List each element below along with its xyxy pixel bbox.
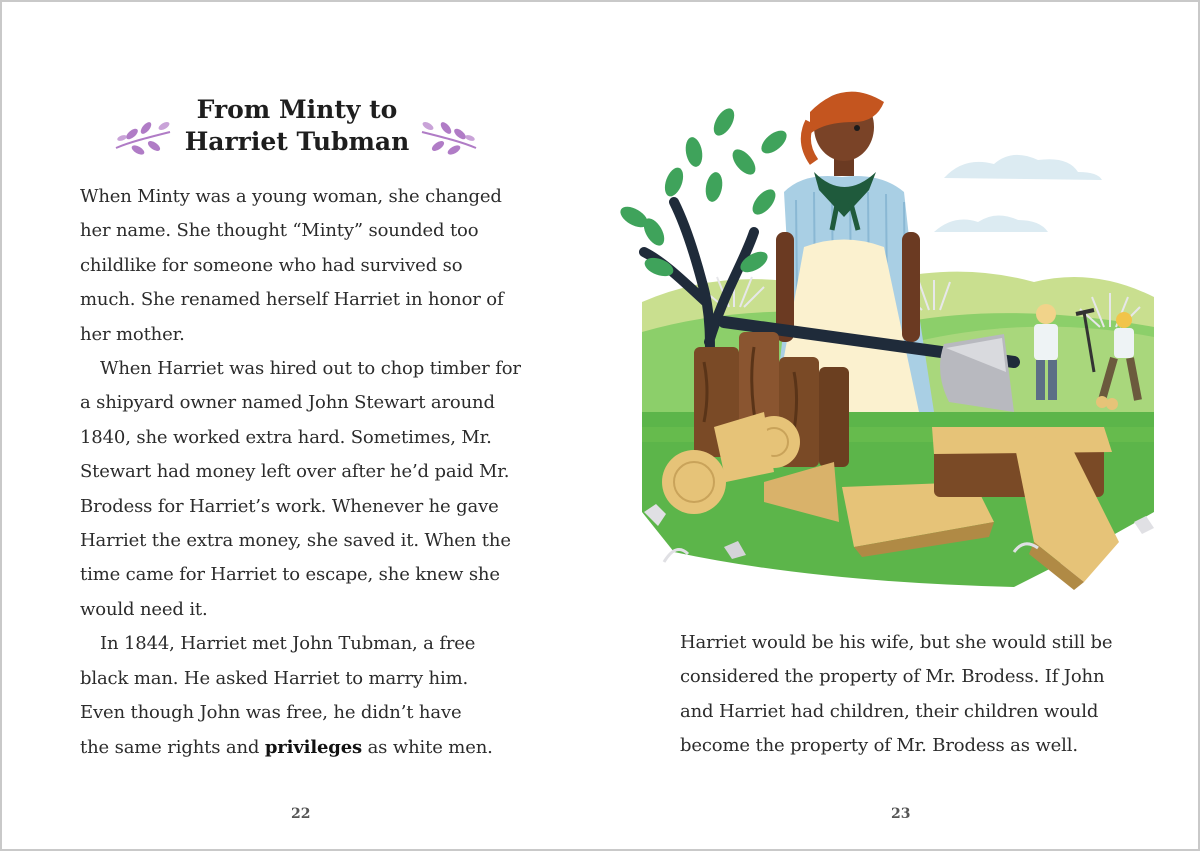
body-line: Brodess for Harriet’s work. Whenever he gave [80,495,499,517]
body-line: childlike for someone who had survived so [80,254,463,276]
body-text: the same rights and [80,736,265,758]
page-number-right: 23 [891,806,911,822]
right-page-body [680,626,1140,764]
body-line: black man. He asked Harriet to marry him. [80,667,469,689]
harriet-chopping-timber-illustration [614,82,1174,592]
body-line: Harriet would be his wife, but she would still be [680,632,1113,653]
body-line: a shipyard owner named John Stewart around [80,392,495,414]
body-line: When Harriet was hired out to chop timber for [100,358,521,380]
body-line: In 1844, Harriet met John Tubman, a free [100,633,476,655]
body-line: 1840, she worked extra hard. Sometimes, Mr. [80,426,492,448]
body-line: would need it. [80,598,208,620]
glossary-keyword: privileges [264,736,363,758]
body-line: her mother. [80,323,185,345]
body-line: When Minty was a young woman, she changed [80,186,502,207]
body-line: become the property of Mr. Brodess as well. [680,735,1078,757]
page-number-left: 22 [291,806,311,822]
body-line: her name. She thought “Minty” sounded too [80,220,479,242]
title-line-1: From Minty to [196,95,398,124]
body-line: much. She renamed herself Harriet in honor of [80,289,504,311]
title-line-2: Harriet Tubman [184,127,410,156]
body-line: time came for Harriet to escape, she knew she [80,564,500,586]
body-line: considered the property of Mr. Brodess. If John [680,666,1105,688]
body-text: as white men. [362,736,493,758]
page-title [112,94,482,158]
body-line: Harriet the extra money, she saved it. When the [80,530,511,552]
left-page-body [80,180,540,765]
body-line: and Harriet had children, their children would [680,700,1099,722]
body-line-last [80,731,540,765]
body-line: Even though John was free, he didn’t have [80,702,462,724]
body-line: Stewart had money left over after he’d paid Mr. [80,461,510,483]
